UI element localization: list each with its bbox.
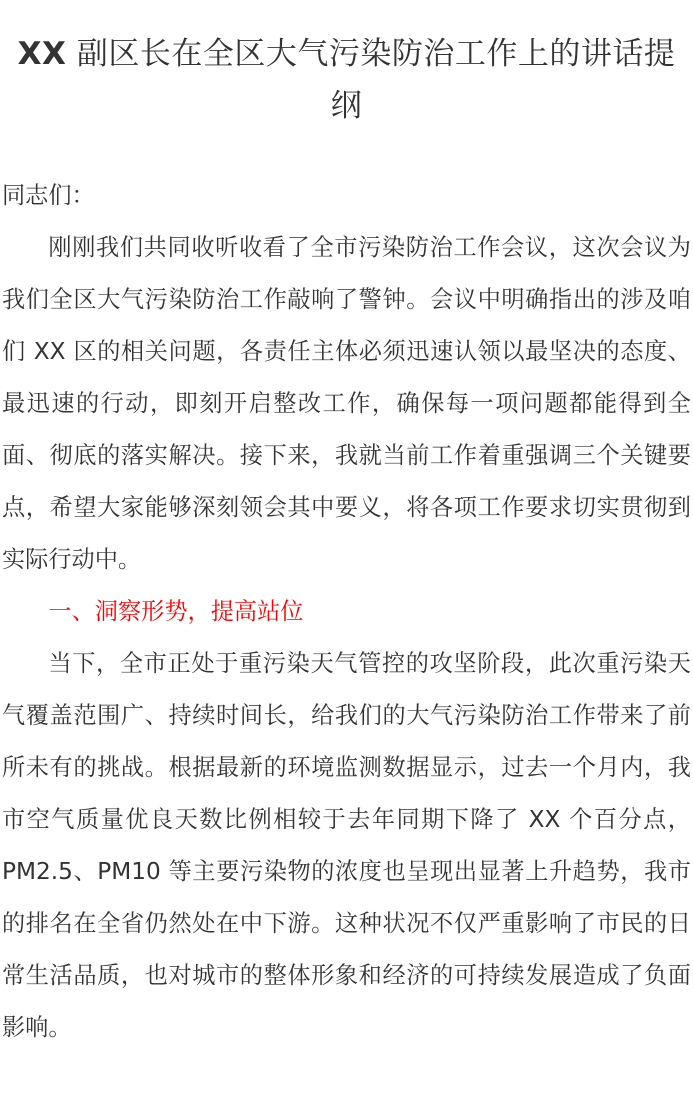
paragraph-intro: 刚刚我们共同收听收看了全市污染防治工作会议，这次会议为我们全区大气污染防治工作敲响了警钟。会议中明确指出的涉及咱们 XX 区的相关问题，各责任主体必须迅速认领以最坚决的态度、最迅速的行动，即刻开启整改工作，确保每一项问题都能得到全面、彻底的落实解决。接下来，我就当前工作着重强调三个关键要点，希望大家能够深刻领会其中要义，将各项工作要求切实贯彻到实际行动中。: [2, 234, 691, 573]
salutation: 同志们：: [2, 182, 95, 209]
document-body: [0, 170, 693, 1054]
title-text: 副区长在全区大气污染防治工作上的讲话提纲: [66, 36, 676, 124]
document-title: [0, 28, 693, 132]
paragraph-situation: 当下，全市正处于重污染天气管控的攻坚阶段，此次重污染天气覆盖范围广、持续时间长，给我们的大气污染防治工作带来了前所未有的挑战。根据最新的环境监测数据显示，过去一个月内，我市空气质量优良天数比例相较于去年同期下降了 XX 个百分点，PM2.5、PM10 等主要污染物的浓度也呈现出显著上升趋势，我市的排名在全省仍然处在中下游。这种状况不仅严重影响了市民的日常生活品质，也对城市的整体形象和经济的可持续发展造成了负面影响。: [2, 650, 691, 1041]
section-heading-1: 一、洞察形势，提高站位: [48, 598, 304, 625]
title-placeholder-xx: XX: [17, 36, 67, 72]
